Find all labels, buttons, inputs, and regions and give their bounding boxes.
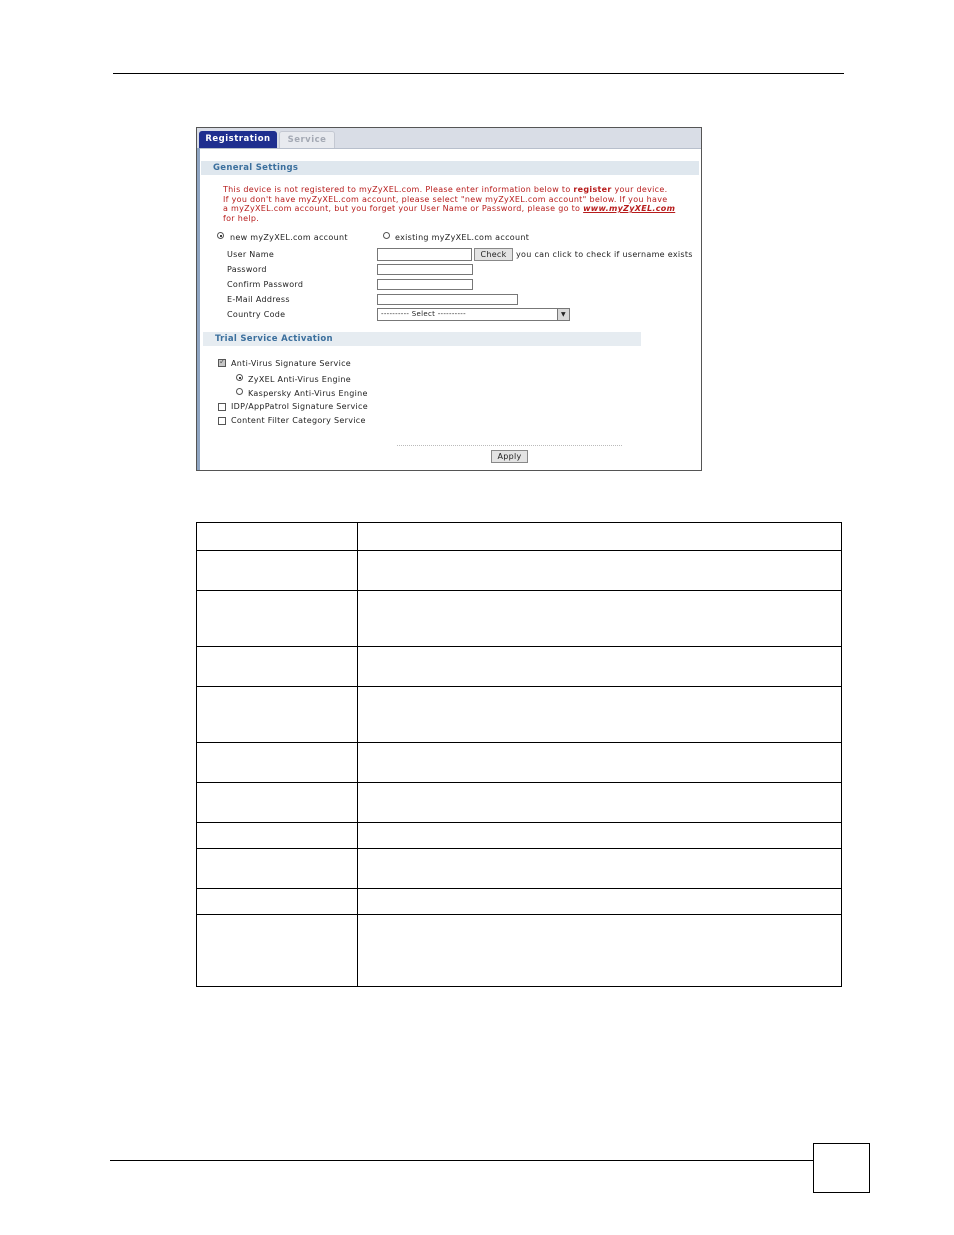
table-cell-label	[197, 523, 358, 551]
existing-account-radio[interactable]	[383, 232, 390, 239]
tab-service[interactable]: Service	[279, 131, 335, 148]
general-settings-header: General Settings	[201, 161, 699, 175]
anti-virus-checkbox[interactable]	[218, 359, 226, 367]
field-description-table	[196, 522, 842, 987]
table-cell-label	[197, 823, 358, 849]
table-cell-description	[358, 687, 842, 743]
table-cell-label	[197, 647, 358, 687]
zyxel-engine-label: ZyXEL Anti-Virus Engine	[248, 375, 351, 384]
table-cell-description	[358, 591, 842, 647]
table-cell-description	[358, 551, 842, 591]
registration-screenshot	[196, 127, 702, 471]
country-code-select[interactable]: ---------- Select ---------- ▼	[377, 308, 570, 321]
idp-label: IDP/AppPatrol Signature Service	[231, 402, 368, 411]
apply-button[interactable]: Apply	[491, 450, 528, 463]
existing-account-label: existing myZyXEL.com account	[395, 233, 530, 242]
table-row	[197, 849, 842, 889]
content-filter-label: Content Filter Category Service	[231, 416, 366, 425]
table-row	[197, 743, 842, 783]
tab-registration[interactable]: Registration	[199, 131, 277, 148]
table-cell-label	[197, 889, 358, 915]
table-row	[197, 783, 842, 823]
table-row	[197, 823, 842, 849]
content-filter-checkbox[interactable]	[218, 417, 226, 425]
new-account-label: new myZyXEL.com account	[230, 233, 348, 242]
table-cell-description	[358, 743, 842, 783]
user-name-label: User Name	[227, 250, 275, 259]
page-number-box	[813, 1143, 870, 1193]
confirm-password-input[interactable]	[377, 279, 473, 290]
kaspersky-engine-radio[interactable]	[236, 388, 243, 395]
table-row	[197, 551, 842, 591]
divider	[397, 445, 622, 446]
table-cell-description	[358, 915, 842, 987]
table-cell-description	[358, 647, 842, 687]
table-cell-label	[197, 915, 358, 987]
idp-checkbox[interactable]	[218, 403, 226, 411]
table-cell-description	[358, 823, 842, 849]
table-cell-label	[197, 849, 358, 889]
left-accent-bar	[197, 148, 200, 470]
header-rule	[113, 73, 844, 74]
table-cell-label	[197, 591, 358, 647]
table-cell-label	[197, 551, 358, 591]
registration-notice: This device is not registered to myZyXEL.com. Please enter information below to register your device. If you don't have myZyXEL.com account, please select "new myZyXEL.com account" below. If you have a myZyXEL.com account, but you forget your User Name or Password, please go to www.myZyXEL.com for help.	[223, 185, 676, 223]
table-cell-label	[197, 687, 358, 743]
table-row	[197, 647, 842, 687]
password-input[interactable]	[377, 264, 473, 275]
myzyxel-link[interactable]: www.myZyXEL.com	[583, 204, 676, 214]
email-input[interactable]	[377, 294, 518, 305]
table-row	[197, 915, 842, 987]
email-label: E-Mail Address	[227, 295, 290, 304]
check-hint: you can click to check if username exists	[516, 250, 693, 259]
table-header-row	[197, 523, 842, 551]
tab-bar	[197, 128, 701, 149]
check-button[interactable]: Check	[474, 248, 513, 261]
new-account-radio[interactable]	[217, 232, 224, 239]
trial-service-header: Trial Service Activation	[203, 332, 641, 346]
zyxel-engine-radio[interactable]	[236, 374, 243, 381]
user-name-input[interactable]	[377, 248, 472, 261]
table-cell-label	[197, 743, 358, 783]
country-code-label: Country Code	[227, 310, 286, 319]
table-cell-description	[358, 523, 842, 551]
table-row	[197, 889, 842, 915]
table-cell-label	[197, 783, 358, 823]
anti-virus-label: Anti-Virus Signature Service	[231, 359, 352, 368]
footer-rule	[110, 1160, 814, 1161]
table-row	[197, 591, 842, 647]
password-label: Password	[227, 265, 267, 274]
table-cell-description	[358, 783, 842, 823]
confirm-password-label: Confirm Password	[227, 280, 304, 289]
table-cell-description	[358, 889, 842, 915]
table-cell-description	[358, 849, 842, 889]
kaspersky-engine-label: Kaspersky Anti-Virus Engine	[248, 389, 368, 398]
table-row	[197, 687, 842, 743]
chevron-down-icon: ▼	[557, 309, 569, 320]
